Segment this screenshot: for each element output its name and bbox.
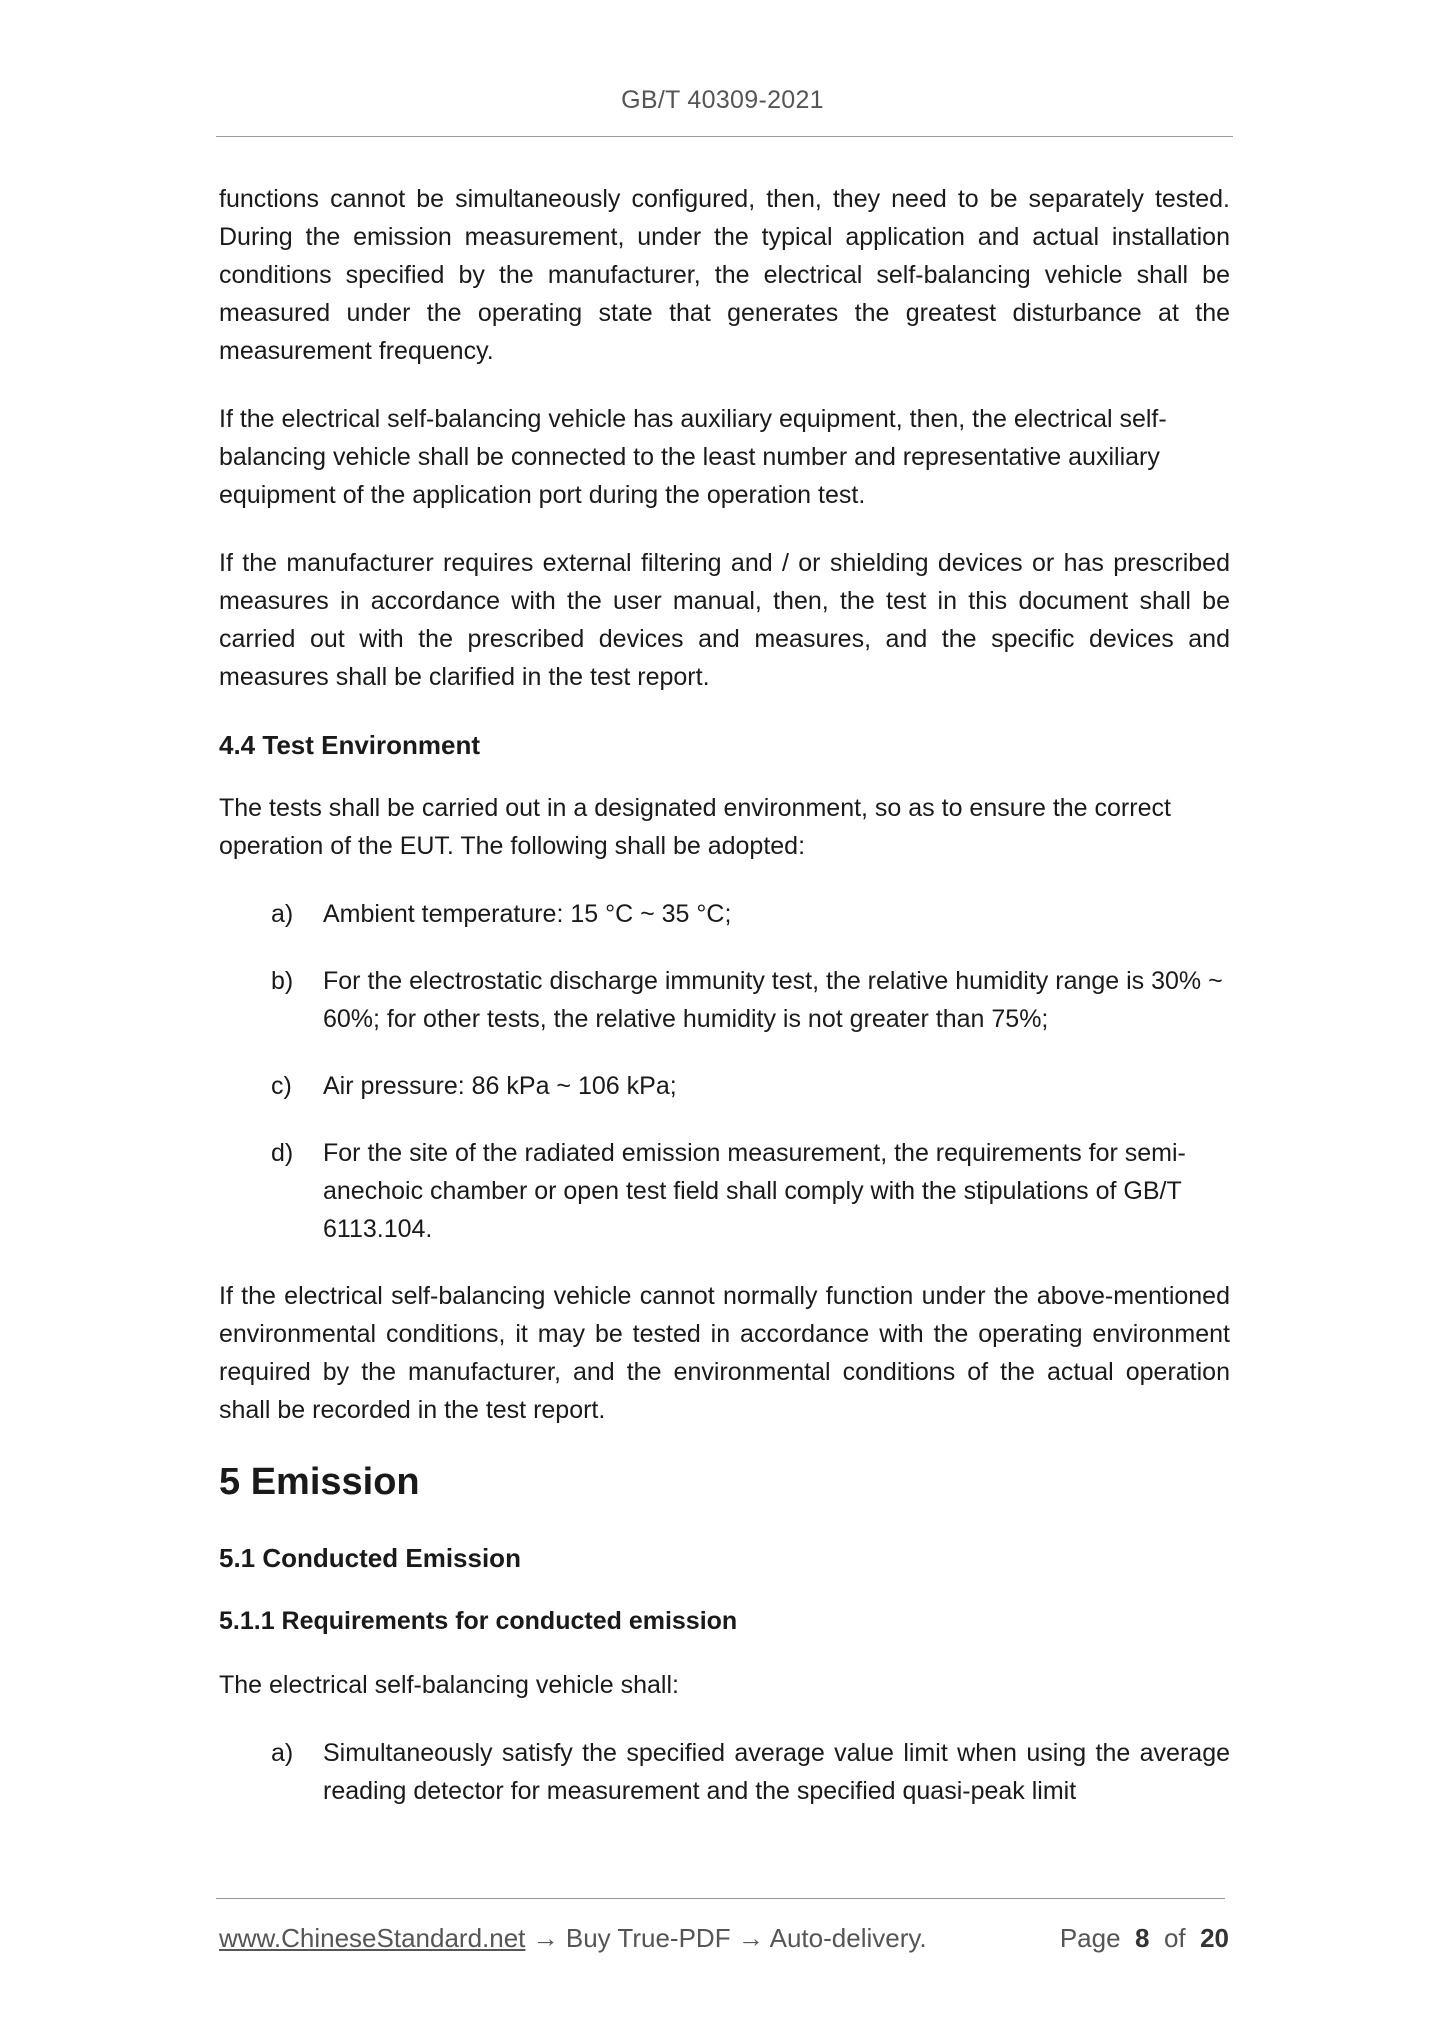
- requirements-list: [219, 1734, 1230, 1810]
- list-item-text: For the electrostatic discharge immunity test, the relative humidity range is 30% ~ 60%; for other tests, the relative humidity is not greater than 75%;: [323, 967, 1223, 1033]
- page-indicator: [1060, 1918, 1229, 1958]
- list-item: [219, 962, 1230, 1038]
- paragraph-filtering-devices: If the manufacturer requires external filtering and / or shielding devices or has prescribed measures in accordance with the user manual, then, the test in this document shall be carried out with the prescribed devices and measures, and the specific devices and measures shall be clarified in the test report.: [219, 549, 1230, 691]
- list-marker: a): [271, 1739, 294, 1767]
- of-label: of: [1163, 1923, 1186, 1953]
- list-item-text: Air pressure: 86 kPa ~ 106 kPa;: [323, 1072, 677, 1100]
- page-number: 8: [1135, 1923, 1150, 1953]
- list-item-text: Ambient temperature: 15 °C ~ 35 °C;: [323, 900, 732, 928]
- list-item-text: For the site of the radiated emission measurement, the requirements for semi-anechoic chamber or open test field shall comply with the stipulations of GB/T 6113.104.: [323, 1139, 1186, 1243]
- heading-5-1-1-requirements: 5.1.1 Requirements for conducted emission: [219, 1607, 738, 1635]
- page-label: Page: [1059, 1923, 1121, 1953]
- heading-5-emission: 5 Emission: [219, 1461, 420, 1503]
- chinesestandard-link[interactable]: www.ChineseStandard.net: [219, 1923, 526, 1953]
- document-header-title: GB/T 40309-2021: [621, 86, 824, 114]
- list-marker: b): [271, 967, 294, 995]
- auto-delivery-text: Auto-delivery.: [769, 1923, 927, 1953]
- buy-true-pdf-text: Buy True-PDF: [565, 1923, 731, 1953]
- list-item: [219, 1134, 1230, 1248]
- list-marker: a): [271, 900, 294, 928]
- paragraph-vehicle-shall: The electrical self-balancing vehicle shall:: [219, 1671, 679, 1699]
- list-marker: d): [271, 1139, 294, 1167]
- list-item: [219, 1734, 1230, 1810]
- heading-5-1-conducted-emission: 5.1 Conducted Emission: [219, 1543, 521, 1573]
- document-body: [219, 180, 1230, 1839]
- header-divider: [216, 136, 1233, 137]
- heading-4-4-test-environment: 4.4 Test Environment: [219, 730, 481, 760]
- page-total: 20: [1200, 1923, 1229, 1953]
- footer-divider: [216, 1898, 1225, 1899]
- list-marker: c): [271, 1072, 292, 1100]
- paragraph-environmental-conditions: If the electrical self-balancing vehicle cannot normally function under the above-mentioned environmental conditions, it may be tested in accordance with the operating environment required by the manufacturer, and the environmental conditions of the actual operation shall be recorded in the test report.: [219, 1282, 1230, 1424]
- page-footer: [219, 1918, 1229, 1958]
- list-item: [219, 895, 1230, 933]
- list-item: [219, 1067, 1230, 1105]
- environment-list: [219, 895, 1230, 1248]
- list-item-text: Simultaneously satisfy the specified average value limit when using the average reading detector for measurement and the specified quasi-peak limit: [323, 1739, 1230, 1805]
- arrow-right-icon: →: [532, 1923, 559, 1953]
- arrow-right-icon: →: [737, 1923, 764, 1953]
- paragraph-functions-tested: functions cannot be simultaneously configured, then, they need to be separately tested. During the emission measurement, under the typical application and actual installation conditions specified by the manufacturer, the electrical self-balancing vehicle shall be measured under the operating state that generates the greatest disturbance at the measurement frequency.: [219, 185, 1230, 365]
- paragraph-auxiliary-equipment: If the electrical self-balancing vehicle has auxiliary equipment, then, the electrical self-balancing vehicle shall be connected to the least number and representative auxiliary equipment of the application port during the operation test.: [219, 405, 1167, 509]
- paragraph-designated-environment: The tests shall be carried out in a designated environment, so as to ensure the correct operation of the EUT. The following shall be adopted:: [219, 794, 1171, 860]
